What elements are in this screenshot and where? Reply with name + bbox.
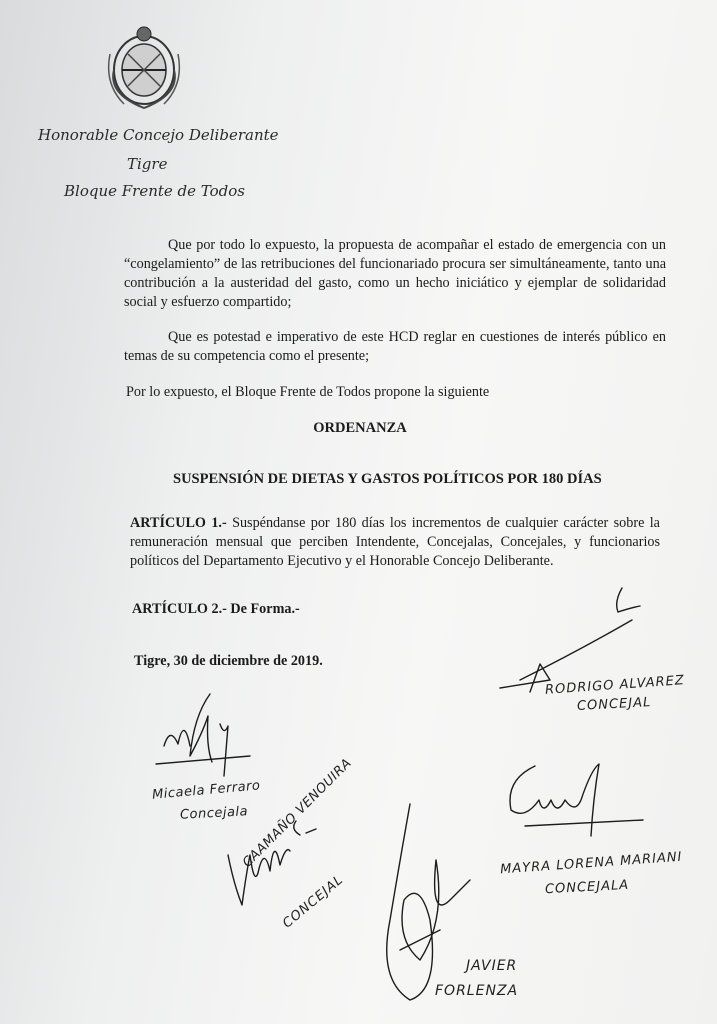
signature-caamano-title: CONCEJAL: [280, 872, 347, 932]
signature-ferraro-title: Concejala: [179, 804, 249, 823]
article-1: [130, 514, 660, 571]
institution-name: Honorable Concejo Deliberante: [38, 126, 279, 144]
article-1-text: Suspéndanse por 180 días los incrementos de cualquier carácter sobre la remuneración mensual que perciben Intendente, Concejalas, Concejales, y funcionarios políticos del Departamento Ejecutivo y el Honorable Concejo Deliberante.: [130, 515, 660, 569]
signature-mariani-name: MAYRA LORENA MARIANI: [499, 849, 683, 878]
signature-alvarez: [490, 580, 690, 690]
ordinance-subtitle: SUSPENSIÓN DE DIETAS Y GASTOS POLÍTICOS POR 180 DÍAS: [173, 471, 602, 487]
paragraph-1: Que por todo lo expuesto, la propuesta de acompañar el estado de emergencia con un “congelamiento” de las retribuciones del funcionariado procura ser simultáneamente, tanto una contribución a la austeridad del gasto, como un hecho iniciático y ejemplar de solidaridad social y esfuerzo compartido;: [124, 237, 666, 310]
bloc-name: Bloque Frente de Todos: [64, 182, 245, 200]
signature-alvarez-name: RODRIGO ALVAREZ: [544, 673, 686, 698]
signature-forlenza-name: JAVIER: [466, 958, 518, 974]
city-name: Tigre: [127, 155, 168, 173]
paragraph-3: Por lo expuesto, el Bloque Frente de Todos propone la siguiente: [126, 384, 490, 400]
paragraph-2: Que es potestad e imperativo de este HCD reglar en cuestiones de interés público en temas de su competencia como el presente;: [124, 329, 666, 364]
coat-of-arms-icon: [104, 24, 184, 112]
signature-forlenza: [370, 800, 480, 1010]
signature-caamano-name: CAAMAÑO VENOUIRA: [240, 755, 355, 871]
signature-ferraro-name: Micaela Ferraro: [151, 778, 262, 803]
signature-mariani-title: CONCEJALA: [544, 877, 630, 898]
signature-alvarez-title: CONCEJAL: [576, 695, 652, 714]
document-date: Tigre, 30 de diciembre de 2019.: [134, 653, 323, 669]
signature-ferraro: [150, 686, 260, 782]
signature-mariani: [495, 760, 645, 840]
article-1-label: ARTÍCULO 1.-: [130, 515, 227, 531]
signature-forlenza-surname: FORLENZA: [435, 983, 519, 999]
ordinance-title: ORDENANZA: [313, 420, 407, 436]
article-2: ARTÍCULO 2.- De Forma.-: [132, 601, 300, 617]
